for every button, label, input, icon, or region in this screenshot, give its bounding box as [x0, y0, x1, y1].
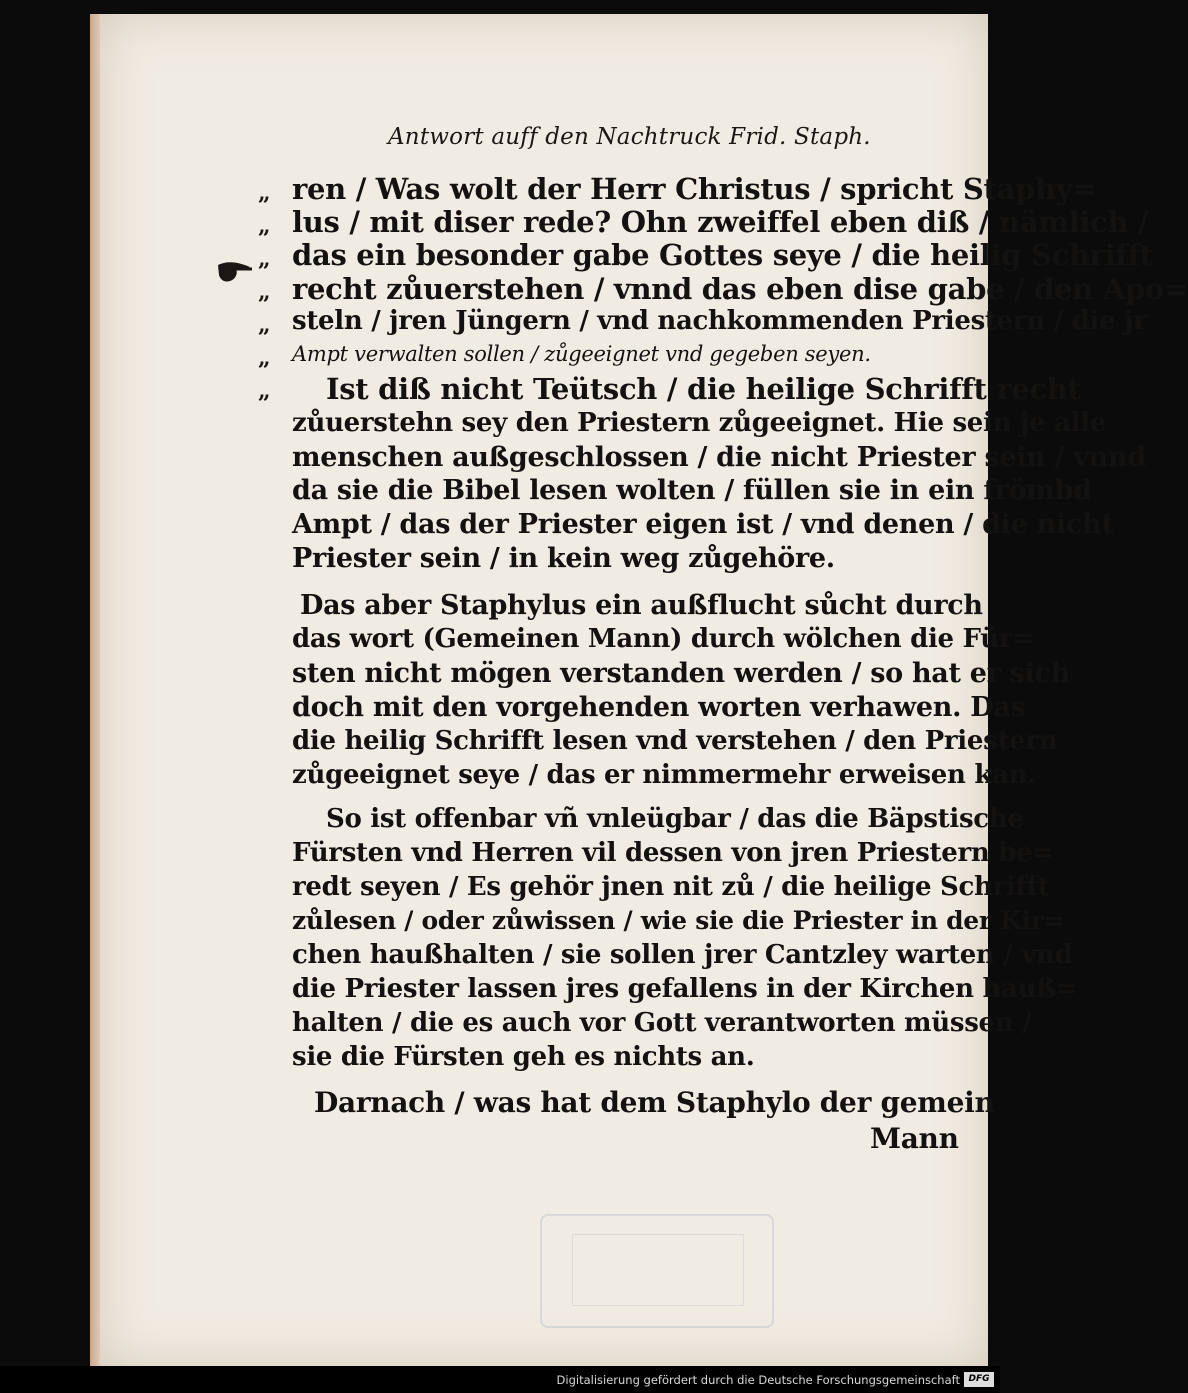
text-line: menschen außgeschlossen / die nicht Priester sein / vnnd: [292, 442, 1146, 473]
margin-quote-mark: „: [258, 246, 271, 272]
text-line: doch mit den vorgehenden worten verhawen. Das: [292, 692, 1026, 723]
text-line: Darnach / was hat dem Staphylo der gemein: [314, 1086, 995, 1119]
running-head: Antwort auff den Nachtruck Frid. Staph.: [388, 124, 871, 150]
text-line: das wort (Gemeinen Mann) durch wölchen die Für=: [292, 624, 1034, 654]
margin-quote-mark: „: [258, 312, 271, 338]
margin-quote-mark: „: [258, 213, 271, 239]
funding-notice: Digitalisierung gefördert durch die Deutsche Forschungsgemeinschaft: [556, 1373, 960, 1387]
text-line: die heilig Schrifft lesen vnd verstehen / den Priestern: [292, 726, 1058, 756]
text-line: da sie die Bibel lesen wolten / füllen sie in ein frömbd: [292, 475, 1092, 506]
dfg-logo: DFG: [964, 1372, 994, 1387]
text-line: halten / die es auch vor Gott verantworten müssen /: [292, 1008, 1032, 1038]
text-line: das ein besonder gabe Gottes seye / die heilig Schrifft: [292, 238, 1153, 272]
footer-bar: [0, 1366, 1000, 1393]
scanned-page: [100, 14, 1188, 1366]
text-line: Fürsten vnd Herren vil dessen von jren Priestern be=: [292, 838, 1054, 868]
text-line: lus / mit diser rede? Ohn zweiffel eben diß / nämlich /: [292, 205, 1149, 239]
text-line: Ampt / das der Priester eigen ist / vnd denen / die nicht: [292, 509, 1114, 540]
margin-quote-mark: „: [258, 180, 271, 206]
text-line: chen haußhalten / sie sollen jrer Cantzley warten / vnd: [292, 940, 1073, 970]
text-line: Ist diß nicht Teütsch / die heilige Schrifft recht: [326, 372, 1081, 406]
library-stamp-inner: [572, 1234, 744, 1306]
text-line: redt seyen / Es gehör jnen nit zů / die heilige Schrifft: [292, 872, 1050, 902]
margin-quote-mark: „: [258, 378, 271, 404]
library-stamp: [540, 1214, 774, 1328]
text-line: So ist offenbar vñ vnleügbar / das die Bäpstische: [326, 804, 1024, 834]
catchword: Mann: [870, 1122, 959, 1155]
text-line: zůlesen / oder zůwissen / wie sie die Priester in der Kir=: [292, 906, 1065, 935]
pointing-hand-icon: [216, 257, 254, 287]
text-line: recht zůuerstehen / vnnd das eben dise gabe / den Apo=: [292, 272, 1188, 306]
text-line: Das aber Staphylus ein außflucht sůcht durch: [300, 590, 983, 621]
text-line: steln / jren Jüngern / vnd nachkommenden Priestern / die jr: [292, 306, 1147, 336]
text-line: Priester sein / in kein weg zůgehöre.: [292, 543, 835, 574]
text-line: zůuerstehn sey den Priestern zůgeeignet. Hie sein je alle: [292, 408, 1107, 438]
margin-quote-mark: „: [258, 279, 271, 305]
margin-quote-mark: „: [258, 345, 271, 371]
text-line: Ampt verwalten sollen / zůgeeignet vnd gegeben seyen.: [292, 342, 871, 366]
text-line: ren / Was wolt der Herr Christus / spricht Staphy=: [292, 172, 1097, 206]
text-line: sie die Fürsten geh es nichts an.: [292, 1042, 755, 1072]
text-line: sten nicht mögen verstanden werden / so hat er sich: [292, 658, 1070, 689]
text-line: zůgeeignet seye / das er nimmermehr erweisen kan.: [292, 760, 1036, 790]
text-line: die Priester lassen jres gefallens in der Kirchen hauß=: [292, 974, 1078, 1004]
